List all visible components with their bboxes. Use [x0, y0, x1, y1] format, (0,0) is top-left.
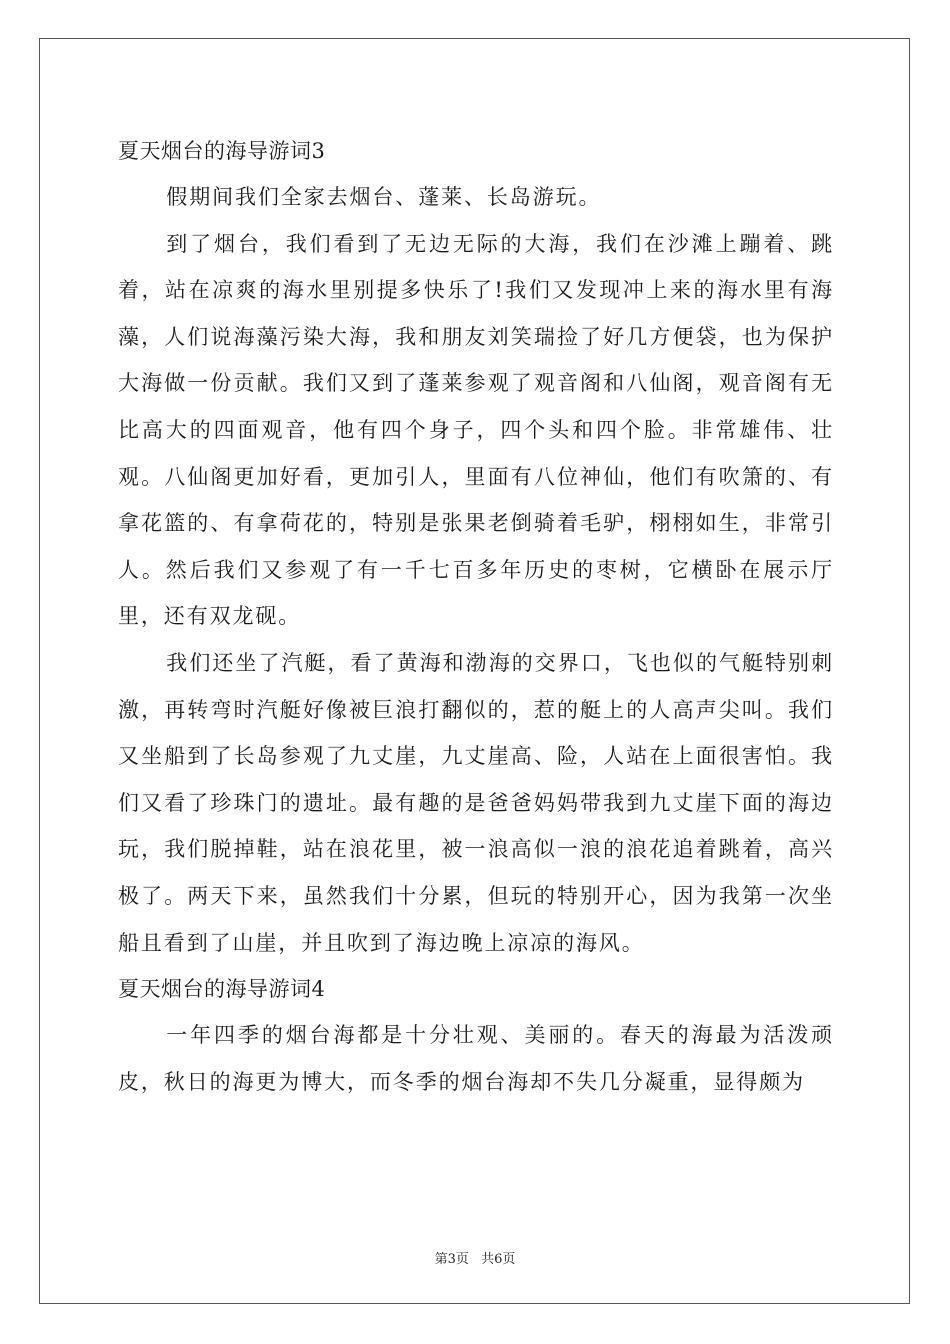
paragraph: 我们还坐了汽艇，看了黄海和渤海的交界口，飞也似的气艇特别刺激，再转弯时汽艇好像被巨浪打翻似的，惹的艇上的人高声尖叫。我们又坐船到了长岛参观了九丈崖，九丈崖高、险，人站在上面很害怕。我们又看了珍珠门的遗址。最有趣的是爸爸妈妈带我到九丈崖下面的海边玩，我们脱掉鞋，站在浪花里，被一浪高似一浪的浪花追着跳着，高兴极了。两天下来，虽然我们十分累，但玩的特别开心，因为我第一次坐船且看到了山崖，并且吹到了海边晚上凉凉的海风。: [118, 650, 834, 955]
section-heading: 夏天烟台的海导游词4: [118, 977, 326, 1002]
page-number: 第3页: [434, 1252, 469, 1267]
paragraph: 假期间我们全家去烟台、蓬莱、长岛游玩。: [166, 185, 602, 209]
document-body: [118, 128, 834, 1105]
paragraph: 一年四季的烟台海都是十分壮观、美丽的。春天的海最为活泼顽皮，秋日的海更为博大，而冬季的烟台海却不失几分凝重，显得颇为: [118, 1023, 834, 1094]
section-heading: 夏天烟台的海导游词3: [118, 139, 326, 163]
paragraph: 到了烟台，我们看到了无边无际的大海，我们在沙滩上蹦着、跳着，站在凉爽的海水里别提多快乐了!我们又发现冲上来的海水里有海藻，人们说海藻污染大海，我和朋友刘笑瑞捡了好几方便袋，也为保护大海做一份贡献。我们又到了蓬莱参观了观音阁和八仙阁，观音阁有无比高大的四面观音，他有四个身子，四个头和四个脸。非常雄伟、壮观。八仙阁更加好看，更加引人，里面有八位神仙，他们有吹箫的、有拿花篮的、有拿荷花的，特别是张果老倒骑着毛驴，栩栩如生，非常引人。然后我们又参观了有一千七百多年历史的枣树，它横卧在展示厅里，还有双龙砚。: [118, 231, 834, 629]
page-footer: [0, 1248, 950, 1267]
total-pages: 共6页: [481, 1252, 516, 1267]
